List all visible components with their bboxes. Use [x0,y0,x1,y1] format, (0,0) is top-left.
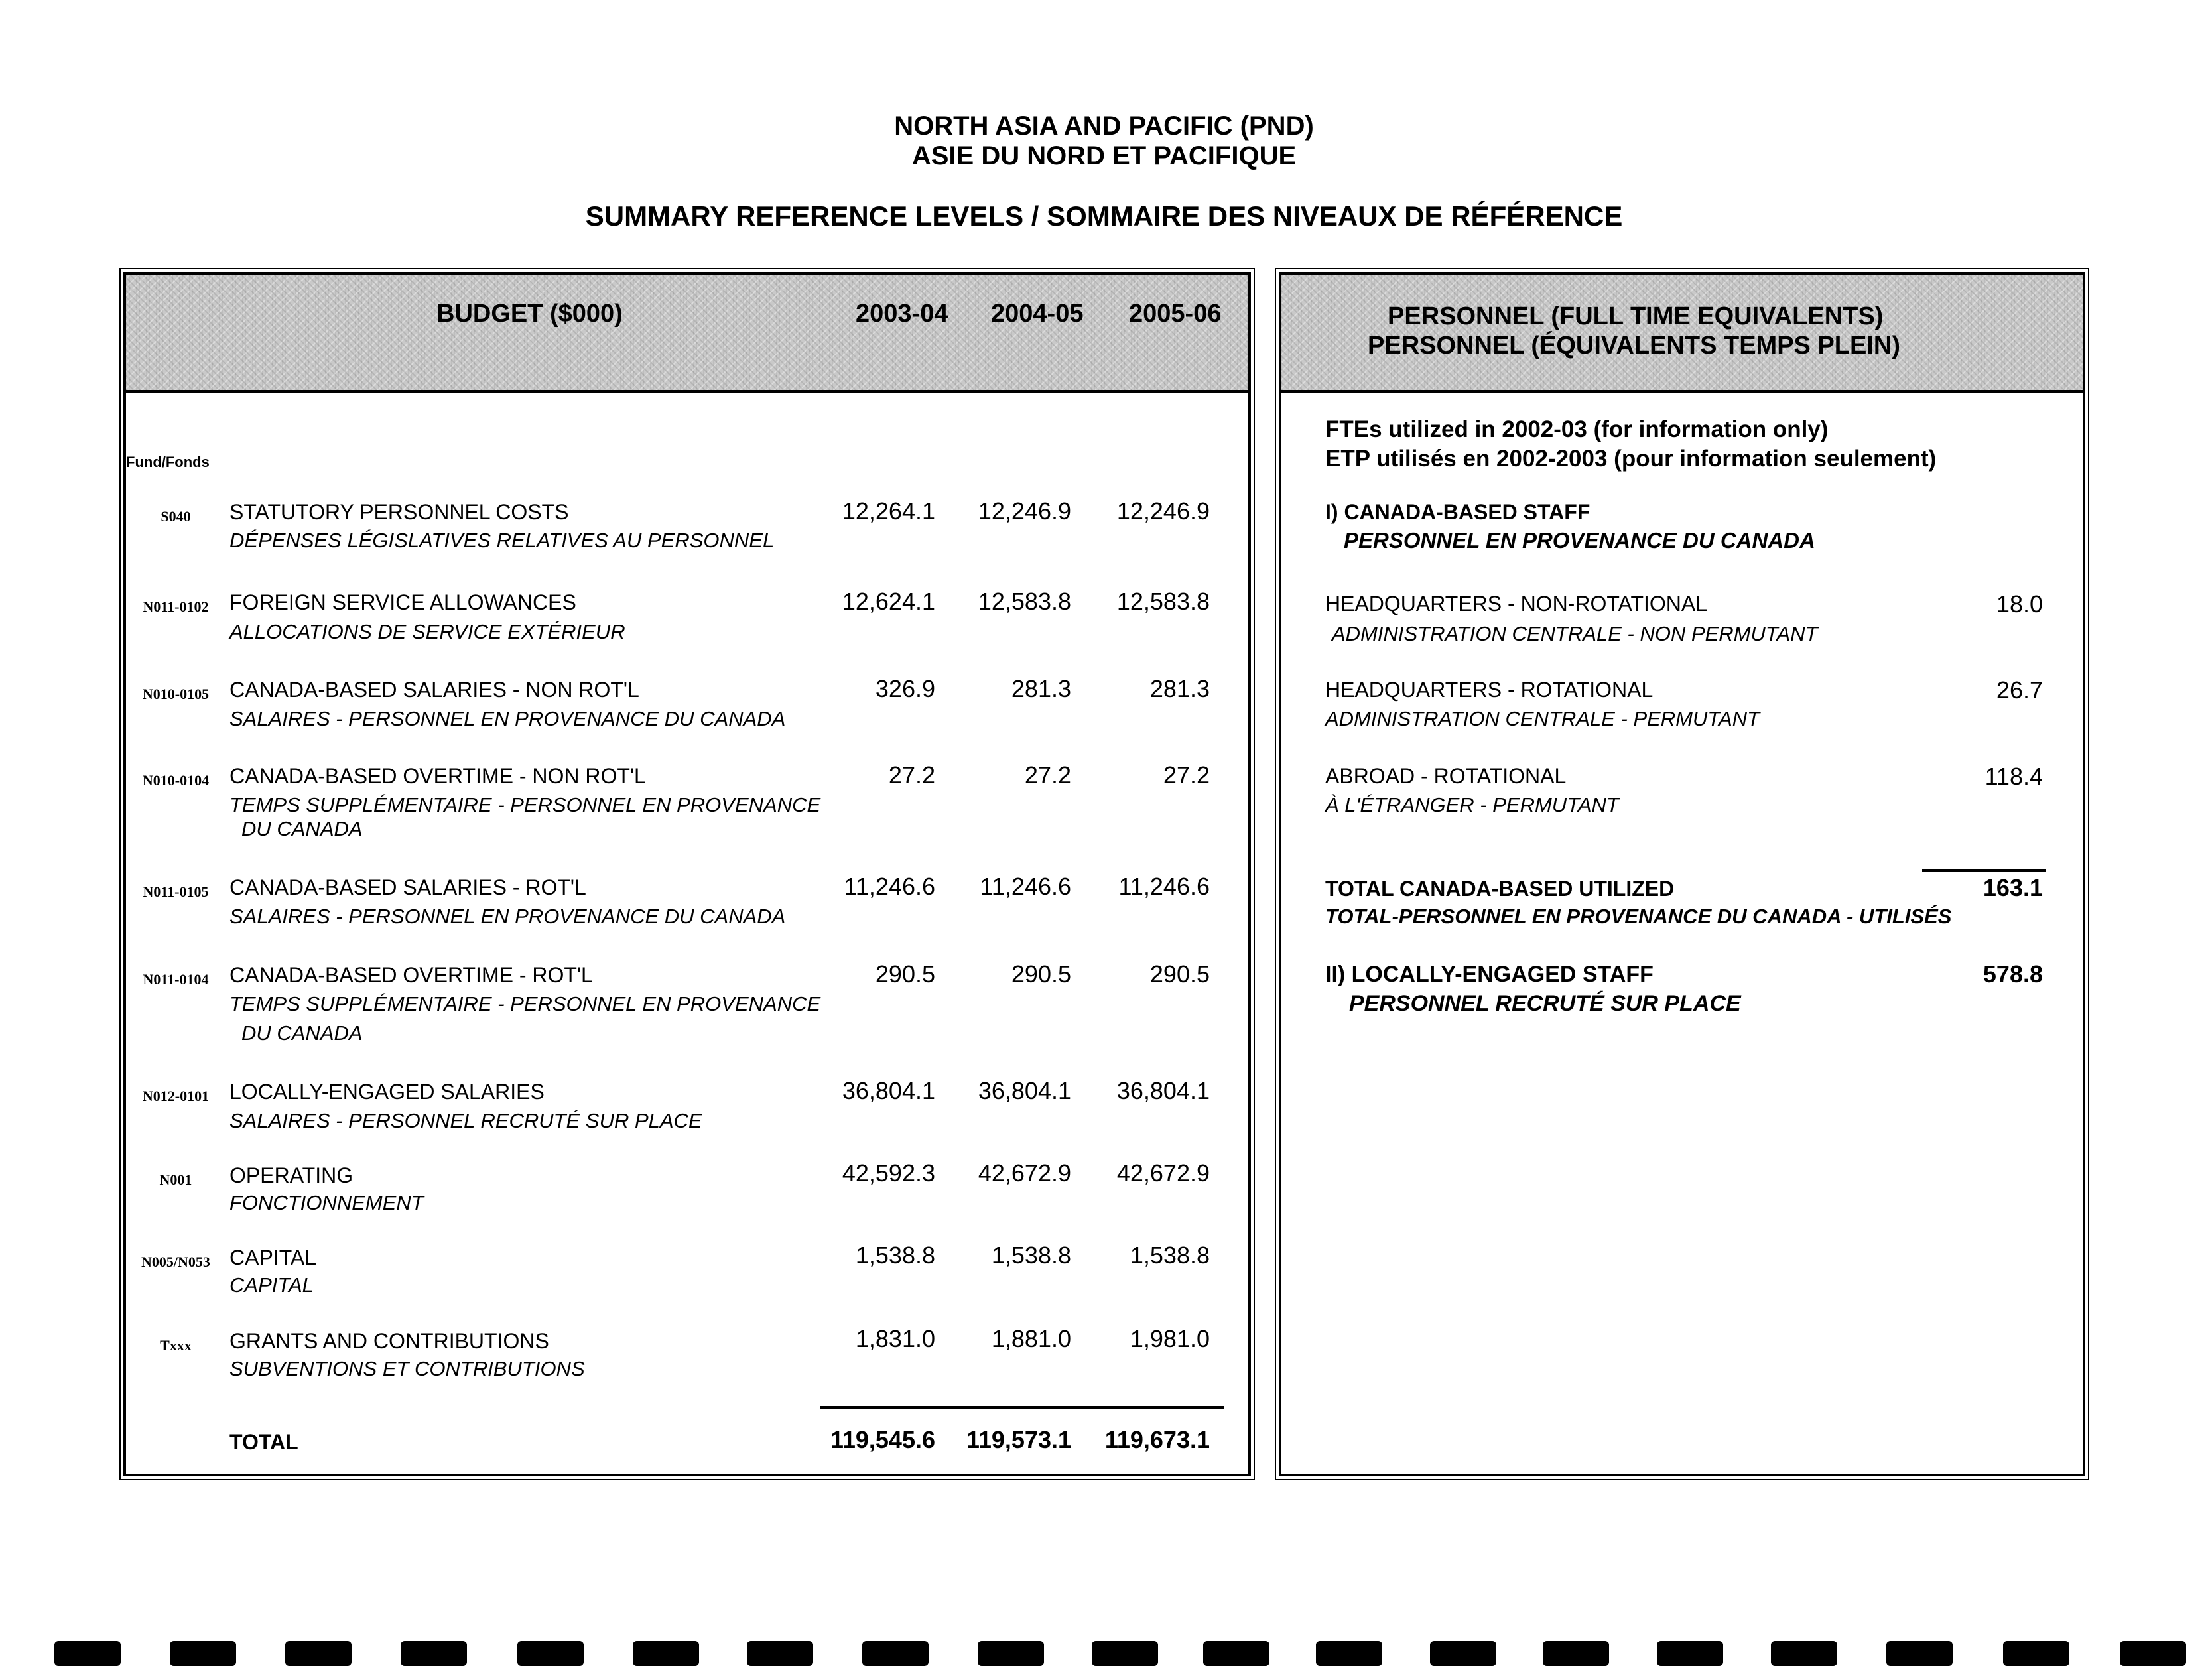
personnel-value: 18.0 [1996,590,2043,617]
scan-mark [1430,1641,1496,1666]
value-2004-05: 12,583.8 [978,588,1071,615]
row-label-fr: CAPITAL [229,1273,314,1297]
row-label: CANADA-BASED OVERTIME - NON ROT'L [229,764,646,788]
value-2003-04: 12,264.1 [842,497,935,525]
personnel-total-label-fr: TOTAL-PERSONNEL EN PROVENANCE DU CANADA - UTILISÉS [1325,905,1952,928]
fund-code: N011-0102 [143,598,209,615]
fund-code: Txxx [160,1337,192,1354]
value-2003-04: 326.9 [875,675,935,702]
scan-mark [1316,1641,1382,1666]
fund-code: N010-0105 [142,686,210,702]
value-2003-04: 1,538.8 [855,1242,935,1269]
locally-engaged-value: 578.8 [1982,960,2043,988]
scan-mark [2003,1641,2069,1666]
personnel-value: 26.7 [1996,677,2043,704]
row-label-fr: TEMPS SUPPLÉMENTAIRE - PERSONNEL EN PROVENANCE [229,992,821,1015]
row-label: CANADA-BASED SALARIES - ROT'L [229,875,586,899]
row-label: OPERATING [229,1163,354,1187]
value-2005-06: 290.5 [1149,960,1210,988]
fund-code: S040 [161,508,191,525]
scan-mark [862,1641,929,1666]
scan-mark [401,1641,467,1666]
personnel-value: 118.4 [1984,763,2043,790]
fund-code: N011-0104 [143,971,209,988]
value-2005-06: 27.2 [1163,761,1210,789]
value-2003-04: 12,624.1 [842,588,935,615]
scan-mark [285,1641,352,1666]
personnel-label-fr: À L'ÉTRANGER - PERMUTANT [1325,793,1619,816]
budget-header-band [126,275,1248,393]
row-label-fr: SUBVENTIONS ET CONTRIBUTIONS [229,1357,585,1380]
scan-mark [1657,1641,1723,1666]
value-2005-06: 12,583.8 [1116,588,1210,615]
fte-intro: FTEs utilized in 2002-03 (for information only) [1325,417,1829,442]
value-2003-04: 42,592.3 [842,1159,935,1187]
personnel-label-fr: ADMINISTRATION CENTRALE - NON PERMUTANT [1332,622,1818,645]
value-2005-06: 11,246.6 [1118,873,1210,900]
personnel-total-value: 163.1 [1982,874,2043,901]
value-2004-05: 1,538.8 [991,1242,1071,1269]
row-label-fr: SALAIRES - PERSONNEL EN PROVENANCE DU CANADA [229,707,786,730]
row-label: CANADA-BASED OVERTIME - ROT'L [229,963,593,987]
value-2005-06: 281.3 [1149,675,1210,702]
row-label: LOCALLY-ENGAGED SALARIES [229,1080,545,1104]
scan-mark [978,1641,1044,1666]
personnel-header: PERSONNEL (FULL TIME EQUIVALENTS) [1388,302,1884,330]
total-rule [820,1406,1224,1409]
year-header-3: 2005-06 [1129,300,1222,328]
row-label-fr: ALLOCATIONS DE SERVICE EXTÉRIEUR [229,620,625,643]
value-2005-06: 1,538.8 [1130,1242,1210,1269]
personnel-label: HEADQUARTERS - ROTATIONAL [1325,678,1654,702]
scan-mark [1203,1641,1269,1666]
total-2005-06: 119,673.1 [1104,1426,1210,1453]
total-2003-04: 119,545.6 [830,1426,935,1453]
row-label-fr: DÉPENSES LÉGISLATIVES RELATIVES AU PERSONNEL [229,529,775,552]
value-2005-06: 12,246.9 [1116,497,1210,525]
personnel-header-fr: PERSONNEL (ÉQUIVALENTS TEMPS PLEIN) [1368,332,1901,359]
value-2004-05: 290.5 [1011,960,1071,988]
fund-label: Fund/Fonds [126,454,210,470]
value-2004-05: 11,246.6 [980,873,1071,900]
fund-code: N012-0101 [142,1088,210,1104]
total-2004-05: 119,573.1 [966,1426,1071,1453]
year-header-2: 2004-05 [991,300,1084,328]
scan-mark [170,1641,236,1666]
scan-mark [517,1641,584,1666]
value-2004-05: 36,804.1 [978,1077,1071,1104]
scan-mark [2120,1641,2186,1666]
scan-mark [1771,1641,1837,1666]
section-locally-engaged-label: II) LOCALLY-ENGAGED STAFF [1325,962,1654,987]
scan-mark [1092,1641,1158,1666]
personnel-label: ABROAD - ROTATIONAL [1325,764,1567,788]
page-title-fr: ASIE DU NORD ET PACIFIQUE [911,141,1297,170]
value-2005-06: 42,672.9 [1116,1159,1210,1187]
row-label: STATUTORY PERSONNEL COSTS [229,500,569,524]
value-2004-05: 12,246.9 [978,497,1071,525]
row-label: CAPITAL [229,1246,316,1269]
total-label: TOTAL [229,1430,298,1454]
section-canada-based-fr: PERSONNEL EN PROVENANCE DU CANADA [1344,528,1815,552]
value-2004-05: 27.2 [1024,761,1071,789]
row-label-fr: SALAIRES - PERSONNEL EN PROVENANCE DU CANADA [229,905,786,928]
fund-code: N010-0104 [142,772,210,789]
year-header-1: 2003-04 [856,300,948,328]
value-2004-05: 42,672.9 [978,1159,1071,1187]
value-2003-04: 36,804.1 [842,1077,935,1104]
value-2004-05: 281.3 [1011,675,1071,702]
fte-intro-fr: ETP utilisés en 2002-2003 (pour information seulement) [1325,446,1937,472]
page-title: NORTH ASIA AND PACIFIC (PND) [894,111,1314,141]
value-2004-05: 1,881.0 [991,1325,1071,1352]
row-label-fr: SALAIRES - PERSONNEL RECRUTÉ SUR PLACE [229,1109,702,1132]
scan-mark [747,1641,813,1666]
row-label-fr-cont: DU CANADA [241,1021,363,1045]
scan-mark [1543,1641,1609,1666]
row-label-fr: FONCTIONNEMENT [229,1191,424,1214]
personnel-label: HEADQUARTERS - NON-ROTATIONAL [1325,592,1708,615]
fund-code: N005/N053 [141,1254,210,1270]
row-label-fr: TEMPS SUPPLÉMENTAIRE - PERSONNEL EN PROVENANCE [229,793,821,816]
scan-mark [633,1641,699,1666]
row-label: FOREIGN SERVICE ALLOWANCES [229,590,576,614]
row-label: CANADA-BASED SALARIES - NON ROT'L [229,678,639,702]
section-canada-based: I) CANADA-BASED STAFF [1325,500,1591,524]
section-locally-engaged-fr: PERSONNEL RECRUTÉ SUR PLACE [1349,991,1741,1016]
value-2003-04: 1,831.0 [855,1325,935,1352]
value-2005-06: 1,981.0 [1130,1325,1210,1352]
row-label-fr-cont: DU CANADA [241,817,363,840]
personnel-total-rule [1922,869,2046,872]
fund-code: N001 [159,1171,192,1188]
value-2003-04: 290.5 [875,960,935,988]
page-subtitle: SUMMARY REFERENCE LEVELS / SOMMAIRE DES NIVEAUX DE RÉFÉRENCE [585,200,1623,231]
value-2005-06: 36,804.1 [1116,1077,1210,1104]
scan-mark [1886,1641,1953,1666]
personnel-label-fr: ADMINISTRATION CENTRALE - PERMUTANT [1325,707,1760,730]
value-2003-04: 27.2 [888,761,935,789]
row-label: GRANTS AND CONTRIBUTIONS [229,1329,549,1353]
personnel-total-label: TOTAL CANADA-BASED UTILIZED [1325,877,1675,901]
budget-header: BUDGET ($000) [436,300,623,328]
fund-code: N011-0105 [143,883,209,900]
scan-mark [54,1641,121,1666]
value-2003-04: 11,246.6 [844,873,935,900]
